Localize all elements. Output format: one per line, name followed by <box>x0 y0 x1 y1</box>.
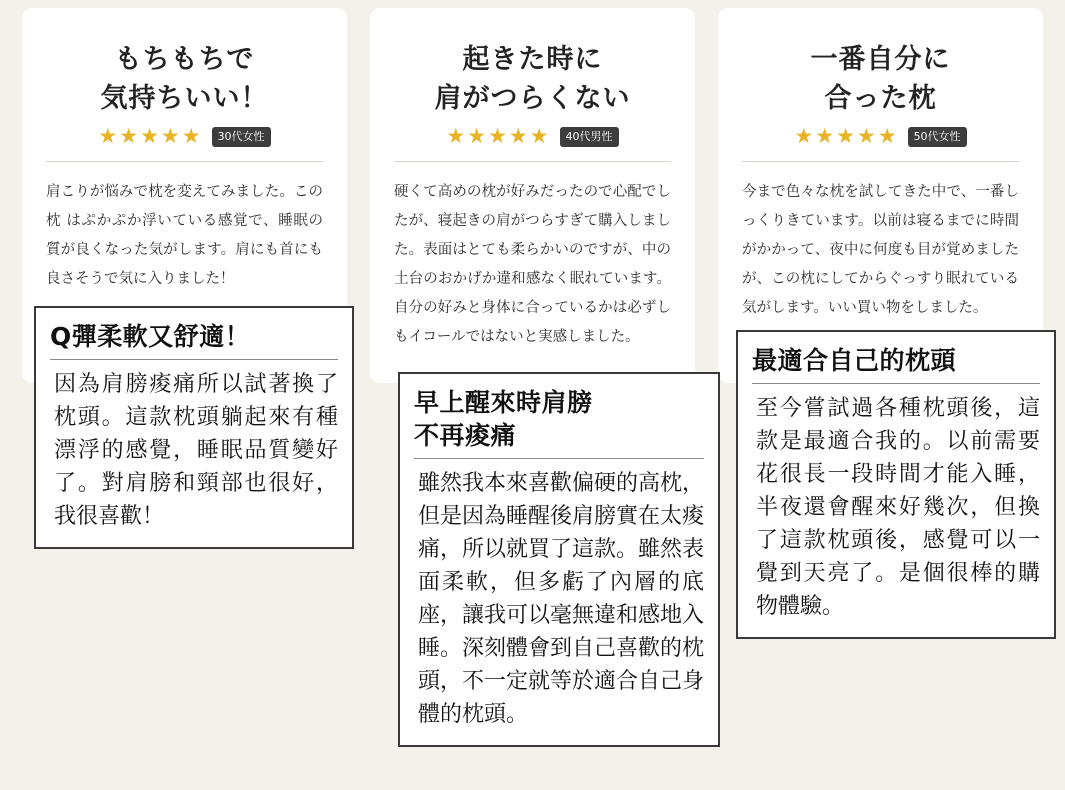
star-rating-icon: ★★★★★ <box>794 124 899 149</box>
review-meta <box>742 126 1019 147</box>
review-body: 肩こりが悩みで枕を変えてみました。この枕 はぷかぷか浮いている感覚で、睡眠の質が良くなった気がします。肩にも首にも良さそうで気に入りました！ <box>46 184 323 288</box>
divider <box>752 383 1040 384</box>
translation-title: 最適合自己的枕頭 <box>752 346 957 375</box>
review-body: 硬くて高めの枕が好みだったので心配でしたが、寝起きの肩がつらすぎて購入しました。表面はとても柔らかいのですが、中の土台のおかげか違和感なく眠れています。自分の好みと身体に合っているかは必ずしもイコールではないと実感しました。 <box>394 184 671 346</box>
translation-title: Q彈柔軟又舒適！ <box>50 322 251 351</box>
status-badge: 30代女性 <box>212 127 271 147</box>
translation-box <box>34 306 354 549</box>
review-title-line: 一番自分に <box>810 44 951 75</box>
review-title <box>394 40 671 118</box>
review-title-line: 肩がつらくない <box>434 83 631 115</box>
review-meta <box>394 126 671 147</box>
divider <box>46 161 323 162</box>
status-badge: 50代女性 <box>908 127 967 147</box>
review-title <box>742 40 1019 118</box>
review-title-line: 合った枕 <box>824 83 937 115</box>
translation-body: 至今嘗試過各種枕頭後，這款是最適合我的。以前需要花很長一段時間才能入睡，半夜還會醒來好幾次，但換了這款枕頭後，感覺可以一覺到天亮了。是個很棒的購物體驗。 <box>756 396 1040 619</box>
review-title-line: 起きた時に <box>462 44 603 75</box>
review-title-line: 気持ちいい！ <box>100 83 269 115</box>
review-title-line: もちもちで <box>114 44 255 75</box>
review-card <box>370 8 695 383</box>
translation-body: 因為肩膀痠痛所以試著換了枕頭。這款枕頭躺起來有種漂浮的感覺，睡眠品質變好了。對肩膀和頸部也很好，我很喜歡！ <box>54 372 338 529</box>
translation-title <box>414 386 704 452</box>
translation-title-line: 早上醒來時肩膀 <box>414 388 593 417</box>
review-body: 今まで色々な枕を試してきた中で、一番しっくりきています。以前は寝るまでに時間がかかって、夜中に何度も目が覚めましたが、この枕にしてからぐっすり眠れている気がします。いい買い物をしました。 <box>742 184 1019 317</box>
review-title <box>46 40 323 118</box>
review-meta <box>46 126 323 147</box>
translation-box <box>398 372 720 747</box>
divider <box>742 161 1019 162</box>
divider <box>394 161 671 162</box>
translation-title-line: 不再痠痛 <box>414 421 517 450</box>
star-rating-icon: ★★★★★ <box>98 124 203 149</box>
divider <box>50 359 338 360</box>
star-rating-icon: ★★★★★ <box>446 124 551 149</box>
translation-body: 雖然我本來喜歡偏硬的高枕，但是因為睡醒後肩膀實在太痠痛，所以就買了這款。雖然表面柔軟，但多虧了內層的底座，讓我可以毫無違和感地入睡。深刻體會到自己喜歡的枕頭，不一定就等於適合自己身體的枕頭。 <box>418 471 705 727</box>
translation-box <box>736 330 1056 639</box>
divider <box>414 458 704 459</box>
status-badge: 40代男性 <box>560 127 619 147</box>
review-card <box>718 8 1043 383</box>
